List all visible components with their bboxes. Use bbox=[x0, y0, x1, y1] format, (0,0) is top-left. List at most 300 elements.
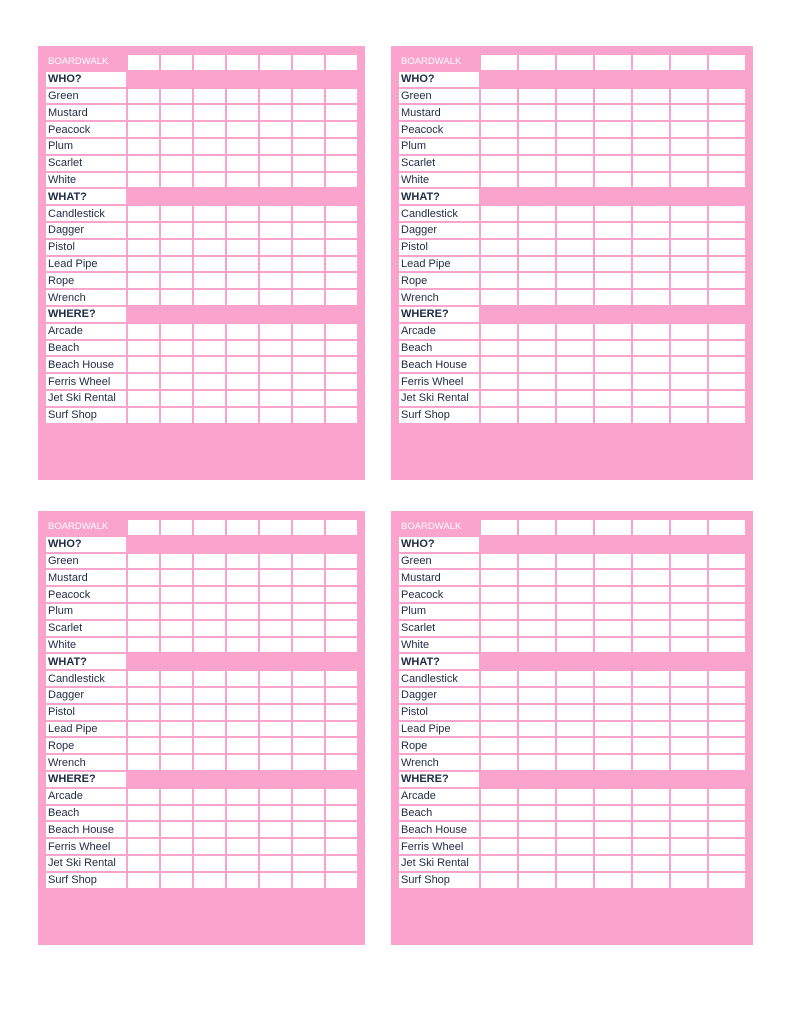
check-box[interactable] bbox=[595, 554, 631, 569]
check-box[interactable] bbox=[709, 105, 745, 120]
check-box[interactable] bbox=[326, 156, 357, 171]
player-header-cell[interactable] bbox=[595, 55, 631, 70]
check-box[interactable] bbox=[709, 139, 745, 154]
check-box[interactable] bbox=[481, 122, 517, 137]
check-box[interactable] bbox=[481, 139, 517, 154]
check-box[interactable] bbox=[326, 105, 357, 120]
player-header-cell[interactable] bbox=[519, 55, 555, 70]
check-box[interactable] bbox=[519, 789, 555, 804]
check-box[interactable] bbox=[595, 755, 631, 770]
check-box[interactable] bbox=[595, 139, 631, 154]
check-box[interactable] bbox=[326, 738, 357, 753]
check-box[interactable] bbox=[633, 89, 669, 104]
check-box[interactable] bbox=[671, 638, 707, 653]
check-box[interactable] bbox=[161, 722, 192, 737]
check-box[interactable] bbox=[227, 722, 258, 737]
player-header-cell[interactable] bbox=[326, 55, 357, 70]
check-box[interactable] bbox=[709, 324, 745, 339]
check-box[interactable] bbox=[194, 324, 225, 339]
check-box[interactable] bbox=[519, 873, 555, 888]
check-box[interactable] bbox=[557, 391, 593, 406]
player-header-cell[interactable] bbox=[293, 520, 324, 535]
check-box[interactable] bbox=[128, 755, 159, 770]
check-box[interactable] bbox=[709, 806, 745, 821]
check-box[interactable] bbox=[161, 554, 192, 569]
player-header-cell[interactable] bbox=[671, 55, 707, 70]
check-box[interactable] bbox=[227, 408, 258, 423]
check-box[interactable] bbox=[519, 822, 555, 837]
check-box[interactable] bbox=[260, 173, 291, 188]
check-box[interactable] bbox=[481, 156, 517, 171]
check-box[interactable] bbox=[260, 554, 291, 569]
check-box[interactable] bbox=[633, 755, 669, 770]
check-box[interactable] bbox=[128, 856, 159, 871]
check-box[interactable] bbox=[481, 638, 517, 653]
check-box[interactable] bbox=[194, 273, 225, 288]
check-box[interactable] bbox=[633, 240, 669, 255]
check-box[interactable] bbox=[519, 173, 555, 188]
check-box[interactable] bbox=[481, 273, 517, 288]
check-box[interactable] bbox=[260, 638, 291, 653]
check-box[interactable] bbox=[557, 839, 593, 854]
check-box[interactable] bbox=[481, 822, 517, 837]
check-box[interactable] bbox=[633, 621, 669, 636]
check-box[interactable] bbox=[260, 374, 291, 389]
check-box[interactable] bbox=[128, 206, 159, 221]
check-box[interactable] bbox=[161, 105, 192, 120]
check-box[interactable] bbox=[671, 604, 707, 619]
check-box[interactable] bbox=[709, 290, 745, 305]
check-box[interactable] bbox=[633, 722, 669, 737]
check-box[interactable] bbox=[161, 223, 192, 238]
check-box[interactable] bbox=[161, 257, 192, 272]
check-box[interactable] bbox=[227, 223, 258, 238]
check-box[interactable] bbox=[595, 105, 631, 120]
check-box[interactable] bbox=[161, 688, 192, 703]
check-box[interactable] bbox=[326, 408, 357, 423]
player-header-cell[interactable] bbox=[194, 520, 225, 535]
check-box[interactable] bbox=[128, 139, 159, 154]
player-header-cell[interactable] bbox=[633, 55, 669, 70]
check-box[interactable] bbox=[671, 621, 707, 636]
check-box[interactable] bbox=[671, 587, 707, 602]
check-box[interactable] bbox=[595, 206, 631, 221]
check-box[interactable] bbox=[481, 408, 517, 423]
check-box[interactable] bbox=[557, 290, 593, 305]
player-header-cell[interactable] bbox=[709, 520, 745, 535]
check-box[interactable] bbox=[595, 223, 631, 238]
check-box[interactable] bbox=[128, 570, 159, 585]
check-box[interactable] bbox=[161, 587, 192, 602]
check-box[interactable] bbox=[519, 671, 555, 686]
check-box[interactable] bbox=[595, 621, 631, 636]
check-box[interactable] bbox=[227, 105, 258, 120]
check-box[interactable] bbox=[194, 156, 225, 171]
check-box[interactable] bbox=[161, 122, 192, 137]
check-box[interactable] bbox=[709, 621, 745, 636]
check-box[interactable] bbox=[161, 273, 192, 288]
check-box[interactable] bbox=[709, 856, 745, 871]
check-box[interactable] bbox=[326, 223, 357, 238]
check-box[interactable] bbox=[128, 122, 159, 137]
check-box[interactable] bbox=[227, 738, 258, 753]
check-box[interactable] bbox=[671, 391, 707, 406]
check-box[interactable] bbox=[161, 341, 192, 356]
check-box[interactable] bbox=[260, 822, 291, 837]
check-box[interactable] bbox=[481, 873, 517, 888]
check-box[interactable] bbox=[671, 273, 707, 288]
check-box[interactable] bbox=[326, 806, 357, 821]
check-box[interactable] bbox=[194, 822, 225, 837]
check-box[interactable] bbox=[260, 856, 291, 871]
check-box[interactable] bbox=[481, 357, 517, 372]
check-box[interactable] bbox=[293, 705, 324, 720]
check-box[interactable] bbox=[671, 341, 707, 356]
check-box[interactable] bbox=[709, 273, 745, 288]
check-box[interactable] bbox=[194, 554, 225, 569]
check-box[interactable] bbox=[194, 257, 225, 272]
check-box[interactable] bbox=[161, 570, 192, 585]
check-box[interactable] bbox=[633, 122, 669, 137]
check-box[interactable] bbox=[161, 604, 192, 619]
check-box[interactable] bbox=[128, 554, 159, 569]
check-box[interactable] bbox=[671, 570, 707, 585]
check-box[interactable] bbox=[128, 604, 159, 619]
check-box[interactable] bbox=[481, 621, 517, 636]
check-box[interactable] bbox=[481, 240, 517, 255]
check-box[interactable] bbox=[128, 290, 159, 305]
check-box[interactable] bbox=[633, 408, 669, 423]
player-header-cell[interactable] bbox=[260, 55, 291, 70]
check-box[interactable] bbox=[481, 688, 517, 703]
check-box[interactable] bbox=[194, 391, 225, 406]
check-box[interactable] bbox=[709, 122, 745, 137]
check-box[interactable] bbox=[595, 738, 631, 753]
check-box[interactable] bbox=[194, 357, 225, 372]
player-header-cell[interactable] bbox=[128, 520, 159, 535]
check-box[interactable] bbox=[227, 822, 258, 837]
check-box[interactable] bbox=[227, 839, 258, 854]
check-box[interactable] bbox=[519, 688, 555, 703]
check-box[interactable] bbox=[557, 688, 593, 703]
check-box[interactable] bbox=[633, 374, 669, 389]
check-box[interactable] bbox=[194, 374, 225, 389]
check-box[interactable] bbox=[557, 122, 593, 137]
check-box[interactable] bbox=[227, 257, 258, 272]
player-header-cell[interactable] bbox=[161, 520, 192, 535]
check-box[interactable] bbox=[293, 290, 324, 305]
check-box[interactable] bbox=[326, 671, 357, 686]
check-box[interactable] bbox=[633, 671, 669, 686]
check-box[interactable] bbox=[161, 856, 192, 871]
check-box[interactable] bbox=[161, 290, 192, 305]
check-box[interactable] bbox=[293, 806, 324, 821]
player-header-cell[interactable] bbox=[260, 520, 291, 535]
check-box[interactable] bbox=[227, 324, 258, 339]
check-box[interactable] bbox=[519, 122, 555, 137]
check-box[interactable] bbox=[293, 173, 324, 188]
check-box[interactable] bbox=[227, 856, 258, 871]
check-box[interactable] bbox=[326, 173, 357, 188]
player-header-cell[interactable] bbox=[557, 520, 593, 535]
check-box[interactable] bbox=[326, 570, 357, 585]
check-box[interactable] bbox=[128, 223, 159, 238]
check-box[interactable] bbox=[161, 324, 192, 339]
check-box[interactable] bbox=[671, 357, 707, 372]
check-box[interactable] bbox=[260, 873, 291, 888]
check-box[interactable] bbox=[519, 223, 555, 238]
check-box[interactable] bbox=[595, 856, 631, 871]
check-box[interactable] bbox=[227, 587, 258, 602]
check-box[interactable] bbox=[260, 705, 291, 720]
check-box[interactable] bbox=[595, 638, 631, 653]
check-box[interactable] bbox=[227, 122, 258, 137]
check-box[interactable] bbox=[194, 755, 225, 770]
check-box[interactable] bbox=[128, 839, 159, 854]
check-box[interactable] bbox=[293, 156, 324, 171]
check-box[interactable] bbox=[194, 290, 225, 305]
check-box[interactable] bbox=[633, 705, 669, 720]
check-box[interactable] bbox=[709, 755, 745, 770]
check-box[interactable] bbox=[709, 570, 745, 585]
check-box[interactable] bbox=[519, 290, 555, 305]
check-box[interactable] bbox=[557, 105, 593, 120]
check-box[interactable] bbox=[128, 806, 159, 821]
check-box[interactable] bbox=[709, 638, 745, 653]
check-box[interactable] bbox=[557, 789, 593, 804]
check-box[interactable] bbox=[595, 705, 631, 720]
check-box[interactable] bbox=[326, 856, 357, 871]
player-header-cell[interactable] bbox=[671, 520, 707, 535]
check-box[interactable] bbox=[519, 273, 555, 288]
check-box[interactable] bbox=[326, 755, 357, 770]
check-box[interactable] bbox=[633, 688, 669, 703]
check-box[interactable] bbox=[194, 240, 225, 255]
check-box[interactable] bbox=[326, 822, 357, 837]
check-box[interactable] bbox=[671, 374, 707, 389]
check-box[interactable] bbox=[709, 738, 745, 753]
check-box[interactable] bbox=[595, 173, 631, 188]
check-box[interactable] bbox=[671, 705, 707, 720]
check-box[interactable] bbox=[260, 671, 291, 686]
check-box[interactable] bbox=[595, 806, 631, 821]
check-box[interactable] bbox=[557, 374, 593, 389]
check-box[interactable] bbox=[671, 206, 707, 221]
check-box[interactable] bbox=[227, 89, 258, 104]
check-box[interactable] bbox=[194, 604, 225, 619]
check-box[interactable] bbox=[293, 391, 324, 406]
check-box[interactable] bbox=[161, 822, 192, 837]
check-box[interactable] bbox=[481, 570, 517, 585]
check-box[interactable] bbox=[633, 856, 669, 871]
check-box[interactable] bbox=[227, 671, 258, 686]
check-box[interactable] bbox=[633, 105, 669, 120]
check-box[interactable] bbox=[519, 156, 555, 171]
check-box[interactable] bbox=[293, 873, 324, 888]
check-box[interactable] bbox=[519, 621, 555, 636]
check-box[interactable] bbox=[709, 722, 745, 737]
check-box[interactable] bbox=[293, 722, 324, 737]
check-box[interactable] bbox=[709, 671, 745, 686]
check-box[interactable] bbox=[671, 806, 707, 821]
check-box[interactable] bbox=[481, 290, 517, 305]
check-box[interactable] bbox=[481, 705, 517, 720]
check-box[interactable] bbox=[128, 240, 159, 255]
check-box[interactable] bbox=[671, 173, 707, 188]
check-box[interactable] bbox=[128, 105, 159, 120]
check-box[interactable] bbox=[595, 257, 631, 272]
check-box[interactable] bbox=[326, 257, 357, 272]
check-box[interactable] bbox=[481, 105, 517, 120]
check-box[interactable] bbox=[557, 856, 593, 871]
check-box[interactable] bbox=[227, 273, 258, 288]
check-box[interactable] bbox=[595, 822, 631, 837]
check-box[interactable] bbox=[557, 357, 593, 372]
check-box[interactable] bbox=[161, 408, 192, 423]
check-box[interactable] bbox=[227, 290, 258, 305]
check-box[interactable] bbox=[227, 604, 258, 619]
check-box[interactable] bbox=[557, 324, 593, 339]
check-box[interactable] bbox=[481, 257, 517, 272]
check-box[interactable] bbox=[128, 621, 159, 636]
check-box[interactable] bbox=[595, 341, 631, 356]
check-box[interactable] bbox=[671, 105, 707, 120]
check-box[interactable] bbox=[595, 240, 631, 255]
check-box[interactable] bbox=[519, 604, 555, 619]
check-box[interactable] bbox=[633, 806, 669, 821]
check-box[interactable] bbox=[260, 688, 291, 703]
check-box[interactable] bbox=[161, 705, 192, 720]
check-box[interactable] bbox=[481, 722, 517, 737]
check-box[interactable] bbox=[519, 554, 555, 569]
check-box[interactable] bbox=[260, 257, 291, 272]
check-box[interactable] bbox=[671, 755, 707, 770]
check-box[interactable] bbox=[671, 240, 707, 255]
check-box[interactable] bbox=[194, 738, 225, 753]
check-box[interactable] bbox=[227, 554, 258, 569]
check-box[interactable] bbox=[293, 408, 324, 423]
check-box[interactable] bbox=[709, 873, 745, 888]
check-box[interactable] bbox=[194, 223, 225, 238]
check-box[interactable] bbox=[194, 105, 225, 120]
check-box[interactable] bbox=[557, 139, 593, 154]
check-box[interactable] bbox=[557, 638, 593, 653]
check-box[interactable] bbox=[671, 156, 707, 171]
check-box[interactable] bbox=[293, 822, 324, 837]
check-box[interactable] bbox=[128, 89, 159, 104]
check-box[interactable] bbox=[595, 122, 631, 137]
check-box[interactable] bbox=[260, 223, 291, 238]
player-header-cell[interactable] bbox=[194, 55, 225, 70]
check-box[interactable] bbox=[260, 290, 291, 305]
check-box[interactable] bbox=[709, 688, 745, 703]
check-box[interactable] bbox=[260, 357, 291, 372]
check-box[interactable] bbox=[633, 273, 669, 288]
check-box[interactable] bbox=[260, 391, 291, 406]
check-box[interactable] bbox=[128, 705, 159, 720]
check-box[interactable] bbox=[633, 604, 669, 619]
check-box[interactable] bbox=[557, 341, 593, 356]
check-box[interactable] bbox=[326, 638, 357, 653]
check-box[interactable] bbox=[633, 822, 669, 837]
check-box[interactable] bbox=[633, 357, 669, 372]
player-header-cell[interactable] bbox=[481, 520, 517, 535]
check-box[interactable] bbox=[481, 755, 517, 770]
check-box[interactable] bbox=[161, 873, 192, 888]
check-box[interactable] bbox=[671, 671, 707, 686]
check-box[interactable] bbox=[519, 206, 555, 221]
check-box[interactable] bbox=[194, 89, 225, 104]
check-box[interactable] bbox=[519, 257, 555, 272]
check-box[interactable] bbox=[557, 223, 593, 238]
check-box[interactable] bbox=[326, 604, 357, 619]
check-box[interactable] bbox=[128, 374, 159, 389]
check-box[interactable] bbox=[293, 273, 324, 288]
check-box[interactable] bbox=[260, 156, 291, 171]
check-box[interactable] bbox=[326, 873, 357, 888]
check-box[interactable] bbox=[260, 722, 291, 737]
check-box[interactable] bbox=[481, 604, 517, 619]
check-box[interactable] bbox=[194, 122, 225, 137]
check-box[interactable] bbox=[161, 621, 192, 636]
check-box[interactable] bbox=[161, 839, 192, 854]
check-box[interactable] bbox=[519, 324, 555, 339]
player-header-cell[interactable] bbox=[227, 520, 258, 535]
check-box[interactable] bbox=[326, 122, 357, 137]
check-box[interactable] bbox=[161, 806, 192, 821]
check-box[interactable] bbox=[326, 391, 357, 406]
check-box[interactable] bbox=[260, 789, 291, 804]
check-box[interactable] bbox=[227, 688, 258, 703]
check-box[interactable] bbox=[293, 139, 324, 154]
check-box[interactable] bbox=[293, 324, 324, 339]
check-box[interactable] bbox=[260, 206, 291, 221]
check-box[interactable] bbox=[671, 722, 707, 737]
check-box[interactable] bbox=[128, 173, 159, 188]
check-box[interactable] bbox=[519, 638, 555, 653]
player-header-cell[interactable] bbox=[557, 55, 593, 70]
check-box[interactable] bbox=[519, 374, 555, 389]
check-box[interactable] bbox=[671, 822, 707, 837]
check-box[interactable] bbox=[326, 554, 357, 569]
check-box[interactable] bbox=[557, 722, 593, 737]
check-box[interactable] bbox=[709, 173, 745, 188]
check-box[interactable] bbox=[595, 587, 631, 602]
check-box[interactable] bbox=[227, 570, 258, 585]
check-box[interactable] bbox=[595, 873, 631, 888]
check-box[interactable] bbox=[260, 755, 291, 770]
check-box[interactable] bbox=[293, 570, 324, 585]
check-box[interactable] bbox=[709, 705, 745, 720]
check-box[interactable] bbox=[161, 671, 192, 686]
check-box[interactable] bbox=[293, 856, 324, 871]
check-box[interactable] bbox=[326, 139, 357, 154]
check-box[interactable] bbox=[481, 738, 517, 753]
check-box[interactable] bbox=[481, 89, 517, 104]
check-box[interactable] bbox=[161, 789, 192, 804]
check-box[interactable] bbox=[194, 587, 225, 602]
check-box[interactable] bbox=[293, 604, 324, 619]
check-box[interactable] bbox=[633, 324, 669, 339]
check-box[interactable] bbox=[260, 738, 291, 753]
check-box[interactable] bbox=[633, 206, 669, 221]
check-box[interactable] bbox=[709, 391, 745, 406]
check-box[interactable] bbox=[293, 341, 324, 356]
check-box[interactable] bbox=[481, 374, 517, 389]
check-box[interactable] bbox=[709, 240, 745, 255]
check-box[interactable] bbox=[557, 755, 593, 770]
check-box[interactable] bbox=[671, 688, 707, 703]
